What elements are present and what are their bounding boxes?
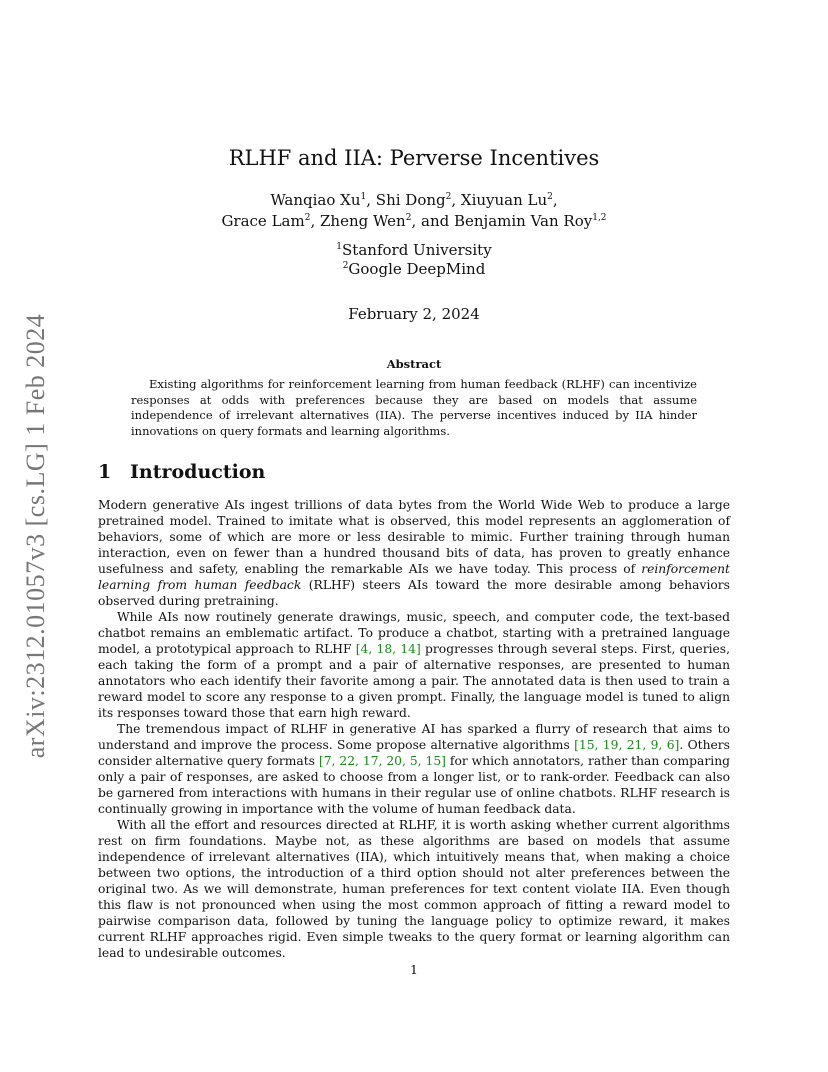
section-heading (98, 461, 265, 483)
author-name: Wanqiao Xu (270, 191, 361, 209)
citation-link[interactable]: [4, 18, 14] (355, 642, 421, 656)
paragraph (98, 721, 730, 817)
affiliation-item (0, 241, 828, 260)
author-name: Xiuyuan Lu (460, 191, 548, 209)
author-list (0, 190, 828, 232)
affiliation-list (0, 241, 828, 279)
author-name: Shi Dong (375, 191, 446, 209)
author-line-1 (0, 190, 828, 211)
author-line-2 (0, 211, 828, 232)
citation-link[interactable]: [15, 19, 21, 9, 6] (574, 738, 680, 752)
paragraph (98, 497, 730, 609)
paper-title: RLHF and IIA: Perverse Incentives (228, 146, 600, 170)
citation-link[interactable]: [7, 22, 17, 20, 5, 15] (318, 754, 446, 768)
author-separator: , (451, 191, 461, 209)
abstract-text: Existing algorithms for reinforcement learning from human feedback (RLHF) can incentivize responses at odds with preferences because they are based on models that assume independence of irrelevant alternatives (IIA). The perverse incentives induced by IIA hinder innovations on query formats and learning algorithms. (131, 377, 697, 439)
page-number: 1 (410, 962, 418, 977)
author-affiliation-mark: 2 (445, 192, 452, 202)
paragraph: With all the effort and resources directed at RLHF, it is worth asking whether current algorithms rest on firm foundations. Maybe not, as these algorithms are based on models that assume independence of irrelevant alternatives (IIA), which intuitively means that, when making a choice between two options, the introduction of a third option should not alter preferences between the original two. As we will demonstrate, human preferences for text content violate IIA. Even though this flaw is not pronounced when using the most common approach of fitting a reward model to pairwise comparison data, followed by tuning the language policy to optimize reward, it makes current RLHF approaches rigid. Even simple tweaks to the query format or learning algorithm can lead to undesirable outcomes. (98, 818, 730, 960)
author-separator: , (552, 191, 558, 209)
author-affiliation-mark: 2 (304, 213, 311, 223)
author-name: Zheng Wen (320, 212, 406, 230)
arxiv-identifier-stamp: arXiv:2312.01057v3 [cs.LG] 1 Feb 2024 (21, 313, 50, 759)
emphasized-term: reinforcement learning from human feedback (98, 562, 730, 592)
paragraph-text: Modern generative AIs ingest trillions of data bytes from the World Wide Web to produce a large pretrained model. Trained to imitate what is observed, this model represents an agglomeration of behaviors, some of which are more or less desirable to mimic. Further training through human interaction, even on fewer than a hundred thousand bits of data, has proven to greatly enhance usefulness and safety, enabling the remarkable AIs we have today. This process of (98, 498, 730, 576)
author-affiliation-mark: 2 (547, 192, 553, 202)
author-separator: , and (411, 212, 454, 230)
paragraph (98, 609, 730, 721)
author-affiliation-mark: 2 (405, 213, 412, 223)
introduction-body (98, 497, 730, 961)
author-affiliation-mark: 1 (360, 192, 367, 202)
paragraph-text: progresses through several steps. First, queries, each taking the form of a prompt and a pair of alternative responses, are presented to human annotators who each identify their favorite among a pair. The annotated data is then used to train a reward model to score any response to a given prompt. Finally, the language model is tuned to align its responses toward those that earn high reward. (98, 642, 730, 720)
author-name: Benjamin Van Roy (453, 212, 593, 230)
publication-date: February 2, 2024 (348, 305, 480, 323)
author-name: Grace Lam (221, 212, 305, 230)
paragraph-text: The tremendous impact of RLHF in generative AI has sparked a flurry of research that aims to understand and improve the process. Some propose alternative algorithms (98, 722, 730, 752)
author-separator: , (366, 191, 376, 209)
affiliation-mark: 1 (336, 242, 343, 252)
author-separator: , (310, 212, 320, 230)
section-title: Introduction (130, 461, 266, 483)
paragraph-text: for which annotators, rather than comparing only a pair of responses, are asked to choose from a longer list, or to rank-order. Feedback can also be garnered from interactions with humans in their regular use of online chatbots. RLHF research is continually growing in importance with the volume of human feedback data. (98, 754, 730, 816)
paragraph-text: . Others consider alternative query formats (98, 738, 730, 768)
affiliation-item (0, 260, 828, 279)
affiliation-mark: 2 (342, 261, 349, 271)
affiliation-name: Google DeepMind (348, 260, 486, 278)
paragraph-text: (RLHF) steers AIs toward the more desirable among behaviors observed during pretraining. (98, 578, 730, 608)
author-affiliation-mark: 1,2 (592, 213, 607, 223)
section-number: 1 (98, 461, 112, 483)
affiliation-name: Stanford University (342, 241, 492, 259)
paragraph-text: While AIs now routinely generate drawings, music, speech, and computer code, the text-based chatbot remains an emblematic artifact. To produce a chatbot, starting with a pretrained language model, a prototypical approach to RLHF (98, 610, 730, 656)
abstract-heading: Abstract (386, 357, 442, 371)
